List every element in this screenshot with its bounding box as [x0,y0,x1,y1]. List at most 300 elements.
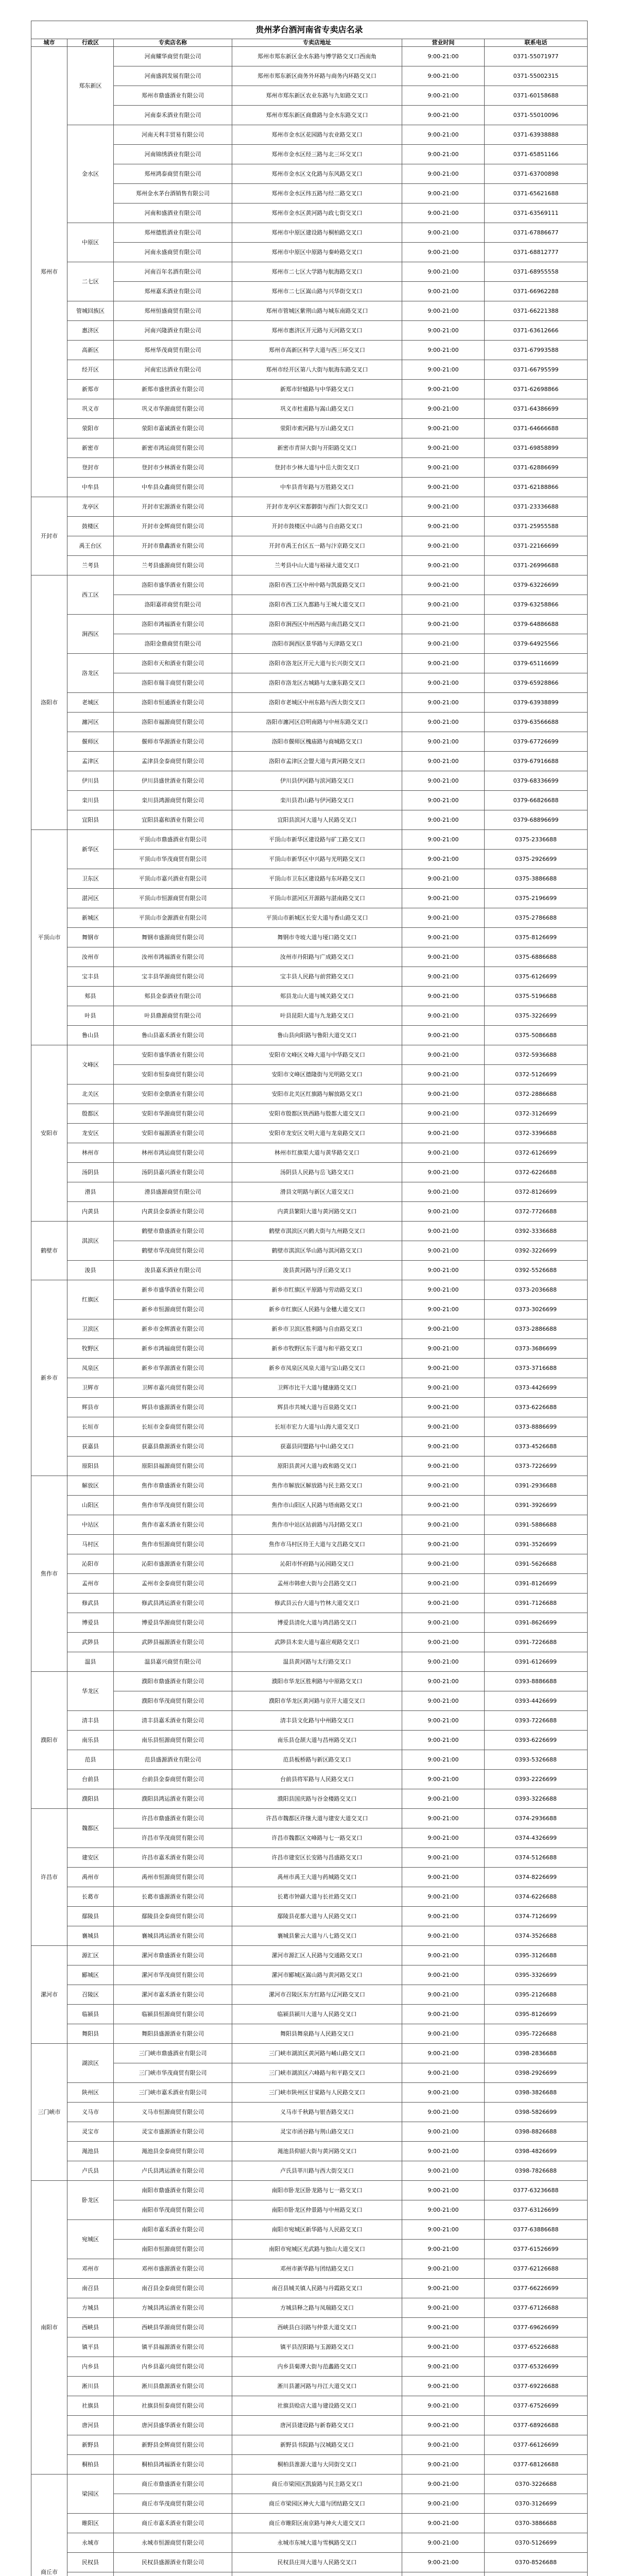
hours-cell: 9:00-21:00 [402,1574,485,1594]
hours-cell: 9:00-21:00 [402,1319,485,1339]
hours-cell: 9:00-21:00 [402,810,485,830]
hours-cell: 9:00-21:00 [402,1907,485,1926]
hours-cell: 9:00-21:00 [402,2377,485,2396]
phone-cell: 0395-7226688 [485,2024,588,2044]
address-cell: 郑州市二七区大学路与航海路交叉口 [232,262,402,282]
hours-cell: 9:00-21:00 [402,1848,485,1868]
address-cell: 洛阳市洛龙区开元大道与长兴街交叉口 [232,654,402,673]
hours-cell: 9:00-21:00 [402,1143,485,1163]
address-cell: 安阳市龙安区文明大道与龙泉路交叉口 [232,1124,402,1143]
store-name-cell: 卢氏县鸿运酒业有限公司 [114,2161,232,2181]
table-row [31,1770,588,1789]
store-name-cell: 焦作市嘉禾酒业有限公司 [114,1515,232,1535]
table-row [31,1202,588,1222]
store-name-cell: 濮阳市鼎盛酒业有限公司 [114,1672,232,1691]
store-name-cell: 濮阳市华茂商贸有限公司 [114,1691,232,1711]
table-row [31,869,588,889]
store-name-cell: 滑县盛源商贸有限公司 [114,1182,232,1202]
table-row [31,908,588,928]
table-row [31,282,588,301]
hours-cell: 9:00-21:00 [402,967,485,987]
phone-cell: 0371-25955588 [485,517,588,536]
district-cell: 源汇区 [67,1946,114,1965]
hours-cell: 9:00-21:00 [402,164,485,184]
hours-cell: 9:00-21:00 [402,2396,485,2416]
address-cell: 温县黄河路与太行路交叉口 [232,1652,402,1672]
table-row [31,419,588,438]
header-city: 城市 [31,39,67,47]
address-cell: 郑州市经开区第八大街与航海东路交叉口 [232,360,402,380]
hours-cell: 9:00-21:00 [402,1672,485,1691]
table-row [31,1319,588,1339]
district-cell: 修武县 [67,1594,114,1613]
hours-cell: 9:00-21:00 [402,869,485,889]
district-cell: 马村区 [67,1535,114,1554]
hours-cell: 9:00-21:00 [402,850,485,869]
phone-cell: 0393-6226699 [485,1731,588,1750]
district-cell: 中站区 [67,1515,114,1535]
hours-cell: 9:00-21:00 [402,301,485,321]
hours-cell: 9:00-21:00 [402,106,485,125]
district-cell: 禹王台区 [67,536,114,556]
district-cell: 原阳县 [67,1456,114,1476]
address-cell: 新野县书院路与汉城路交叉口 [232,2435,402,2455]
store-name-cell: 辉县市盛源酒业有限公司 [114,1398,232,1417]
phone-cell: 0371-63938888 [485,125,588,145]
address-cell: 漯河市召陵区东方红路与辽河路交叉口 [232,1985,402,2005]
phone-cell: 0393-7226688 [485,1711,588,1731]
hours-cell: 9:00-21:00 [402,2005,485,2024]
table-row [31,967,588,987]
table-row [31,1711,588,1731]
district-cell: 淅川县 [67,2377,114,2396]
phone-cell: 0379-63566688 [485,713,588,732]
address-cell: 郑州市郑东新区农业东路与九如路交叉口 [232,86,402,106]
phone-cell: 0377-63236688 [485,2181,588,2200]
district-cell: 孟州市 [67,1574,114,1594]
table-row [31,2416,588,2435]
store-name-cell: 舞阳县盛源酒业有限公司 [114,2024,232,2044]
store-name-cell: 卫辉市嘉兴商贸有限公司 [114,1378,232,1398]
district-cell: 涧西区 [67,615,114,654]
phone-cell: 0371-65851166 [485,145,588,164]
store-name-cell: 洛阳市鸿福酒业有限公司 [114,615,232,634]
address-cell: 社旗县赊店大道与建设路交叉口 [232,2396,402,2416]
table-row [31,1300,588,1319]
hours-cell: 9:00-21:00 [402,204,485,223]
district-cell: 沁阳市 [67,1554,114,1574]
hours-cell: 9:00-21:00 [402,2279,485,2298]
phone-cell: 0371-66795599 [485,360,588,380]
address-cell: 修武县云台大道与竹林大道交叉口 [232,1594,402,1613]
store-name-cell: 台前县金泰商贸有限公司 [114,1770,232,1789]
table-row [31,1006,588,1026]
phone-cell: 0371-64386699 [485,399,588,419]
hours-cell: 9:00-21:00 [402,1026,485,1045]
phone-cell: 0395-3326699 [485,1965,588,1985]
phone-cell: 0398-3826688 [485,2083,588,2103]
store-name-cell: 鹤壁市鼎盛酒业有限公司 [114,1222,232,1241]
hours-cell: 9:00-21:00 [402,1731,485,1750]
phone-cell: 0375-3226699 [485,1006,588,1026]
phone-cell: 0371-23336688 [485,497,588,517]
district-cell: 龙亭区 [67,497,114,517]
district-cell: 瀍河区 [67,713,114,732]
hours-cell: 9:00-21:00 [402,1554,485,1574]
table-row [31,125,588,145]
store-name-cell: 河南天利丰贸易有限公司 [114,125,232,145]
store-name-cell: 汝州市鸿福酒业有限公司 [114,947,232,967]
phone-cell: 0372-8126699 [485,1182,588,1202]
store-name-cell: 宝丰县华源商贸有限公司 [114,967,232,987]
table-row [31,2259,588,2279]
store-name-cell: 兰考县盛源商贸有限公司 [114,556,232,575]
table-row [31,1476,588,1496]
address-cell: 新乡市凤泉区凤泉大道与宝山路交叉口 [232,1359,402,1378]
table-row [31,380,588,399]
table-row [31,223,588,243]
district-cell: 南乐县 [67,1731,114,1750]
address-cell: 洛阳市涧西区中州西路与南昌路交叉口 [232,615,402,634]
hours-cell: 9:00-21:00 [402,2220,485,2240]
address-cell: 汤阴县人民路与岳飞路交叉口 [232,1163,402,1182]
address-cell: 南阳市宛城区新华路与人民路交叉口 [232,2220,402,2240]
table-row [31,2435,588,2455]
phone-cell: 0377-67526699 [485,2396,588,2416]
district-cell: 新密市 [67,438,114,458]
table-row [31,2142,588,2161]
address-cell: 博爱县清化大道与鸿昌路交叉口 [232,1613,402,1633]
address-cell: 许昌市建安区长安路与昌盛路交叉口 [232,1848,402,1868]
phone-cell: 0371-68812777 [485,243,588,262]
store-name-cell: 郏县金泰酒业有限公司 [114,987,232,1006]
city-cell: 焦作市 [31,1476,67,1672]
table-row [31,693,588,713]
address-cell: 商丘市睢阳区南京路与神火大道交叉口 [232,2514,402,2533]
district-cell: 唐河县 [67,2416,114,2435]
table-row [31,2357,588,2377]
district-cell: 山阳区 [67,1496,114,1515]
store-name-cell: 浚县嘉禾酒业有限公司 [114,1261,232,1280]
address-cell: 巩义市杜甫路与嵩山路交叉口 [232,399,402,419]
phone-cell: 0370-3886688 [485,2514,588,2533]
hours-cell: 9:00-21:00 [402,2122,485,2142]
table-row [31,615,588,634]
phone-cell: 0392-3226699 [485,1241,588,1261]
district-cell: 襄城县 [67,1926,114,1946]
table-row [31,145,588,164]
city-cell: 开封市 [31,497,67,575]
district-cell: 洛龙区 [67,654,114,693]
table-row [31,791,588,810]
address-cell: 平顶山市新城区长安大道与香山路交叉口 [232,908,402,928]
hours-cell: 9:00-21:00 [402,66,485,86]
hours-cell: 9:00-21:00 [402,1496,485,1515]
phone-cell: 0393-8886688 [485,1672,588,1691]
phone-cell: 0377-63886688 [485,2220,588,2240]
store-name-cell: 巩义市华源商贸有限公司 [114,399,232,419]
phone-cell: 0372-6126699 [485,1143,588,1163]
city-cell: 新乡市 [31,1280,67,1476]
address-cell: 郑州市金水区黄河路与政七街交叉口 [232,204,402,223]
address-cell: 洛阳市老城区中州东路与西大街交叉口 [232,693,402,713]
address-cell: 内乡县菊潭大街与范蠡路交叉口 [232,2357,402,2377]
table-row [31,1261,588,1280]
table-row [31,1789,588,1809]
store-name-cell: 开封市金辉商贸有限公司 [114,517,232,536]
store-name-cell: 长垣市金泰商贸有限公司 [114,1417,232,1437]
address-cell: 洛阳市瀍河区启明南路与中州东路交叉口 [232,713,402,732]
phone-cell: 0379-64925566 [485,634,588,654]
address-cell: 郑州市金水区花园路与农业路交叉口 [232,125,402,145]
address-cell: 卢氏县莘川路与西大街交叉口 [232,2161,402,2181]
table-body [31,47,588,2576]
hours-cell: 9:00-21:00 [402,419,485,438]
table-row [31,106,588,125]
hours-cell: 9:00-21:00 [402,2455,485,2475]
store-name-cell: 河南宏达酒业有限公司 [114,360,232,380]
store-name-cell: 濮阳县鸿运酒业有限公司 [114,1789,232,1809]
phone-cell: 0373-3716688 [485,1359,588,1378]
hours-cell: 9:00-21:00 [402,1985,485,2005]
phone-cell: 0398-5826699 [485,2103,588,2122]
hours-cell: 9:00-21:00 [402,947,485,967]
address-cell: 宝丰县人民路与前营路交叉口 [232,967,402,987]
store-name-cell: 南阳市恒源商贸有限公司 [114,2240,232,2259]
table-row [31,2279,588,2298]
hours-cell: 9:00-21:00 [402,1300,485,1319]
store-name-cell: 新乡市盛华酒业有限公司 [114,1280,232,1300]
city-cell: 许昌市 [31,1809,67,1946]
store-name-cell: 漯河市鼎盛酒业有限公司 [114,1946,232,1965]
hours-cell: 9:00-21:00 [402,243,485,262]
hours-cell: 9:00-21:00 [402,1280,485,1300]
address-cell: 义马市千秋路与银杏路交叉口 [232,2103,402,2122]
address-cell: 渑池县仰韶大街与黄河路交叉口 [232,2142,402,2161]
store-name-cell: 义马市恒源商贸有限公司 [114,2103,232,2122]
hours-cell: 9:00-21:00 [402,791,485,810]
table-row [31,262,588,282]
table-row [31,732,588,752]
table-row [31,341,588,360]
district-cell: 邓州市 [67,2259,114,2279]
phone-cell: 0391-7126688 [485,1594,588,1613]
table-row [31,634,588,654]
hours-cell: 9:00-21:00 [402,771,485,791]
table-row [31,47,588,66]
table-row [31,1594,588,1613]
hours-cell: 9:00-21:00 [402,1828,485,1848]
store-name-cell: 洛阳市盛华酒业有限公司 [114,575,232,595]
phone-cell: 0395-8126699 [485,2005,588,2024]
district-cell: 二七区 [67,262,114,301]
address-cell: 洛阳市西工区中州中路与凯旋路交叉口 [232,575,402,595]
phone-cell: 0372-3126699 [485,1104,588,1124]
phone-cell: 0373-4526688 [485,1437,588,1456]
phone-cell: 0379-66826688 [485,791,588,810]
district-cell: 浚县 [67,1261,114,1280]
address-cell: 荥阳市索河路与万山路交叉口 [232,419,402,438]
phone-cell: 0379-68336699 [485,771,588,791]
address-cell [232,2572,402,2576]
address-cell: 漯河市源汇区人民路与交通路交叉口 [232,1946,402,1965]
hours-cell: 9:00-21:00 [402,2533,485,2553]
district-cell: 龙安区 [67,1124,114,1143]
store-name-cell: 林州市鸿运商贸有限公司 [114,1143,232,1163]
address-cell: 西峡县白羽路与仲景大道交叉口 [232,2318,402,2337]
address-cell: 镇平县涅阳路与玉源路交叉口 [232,2337,402,2357]
phone-cell: 0372-5936688 [485,1045,588,1065]
address-cell: 安阳市文峰区德隆街与光明路交叉口 [232,1065,402,1084]
phone-cell: 0373-2036688 [485,1280,588,1300]
table-row [31,1222,588,1241]
address-cell: 郑州市金水区纬五路与经二路交叉口 [232,184,402,204]
store-name-cell: 荥阳市嘉诚酒业有限公司 [114,419,232,438]
phone-cell [485,2572,588,2576]
address-cell: 叶县昆阳大道与九龙路交叉口 [232,1006,402,1026]
address-cell: 长葛市钟繇大道与长社路交叉口 [232,1887,402,1907]
table-row [31,1398,588,1417]
phone-cell: 0373-7226699 [485,1456,588,1476]
store-name-cell: 开封市宏源酒业有限公司 [114,497,232,517]
district-cell: 鄢陵县 [67,1907,114,1926]
address-cell: 获嘉县同盟路与中山路交叉口 [232,1437,402,1456]
store-name-cell: 西峡县华源商贸有限公司 [114,2318,232,2337]
phone-cell: 0371-22166699 [485,536,588,556]
hours-cell: 9:00-21:00 [402,184,485,204]
table-row [31,1515,588,1535]
district-cell: 卢氏县 [67,2161,114,2181]
address-cell: 清丰县文化路与中州路交叉口 [232,1711,402,1731]
table-row [31,2044,588,2063]
store-name-cell: 桐柏县鸿福酒业有限公司 [114,2455,232,2475]
phone-cell: 0391-8126699 [485,1574,588,1594]
hours-cell: 9:00-21:00 [402,1104,485,1124]
phone-cell: 0391-3526699 [485,1535,588,1554]
hours-cell: 9:00-21:00 [402,2181,485,2200]
hours-cell: 9:00-21:00 [402,713,485,732]
district-cell: 中原区 [67,223,114,262]
store-name-cell: 伊川县盛世酒业有限公司 [114,771,232,791]
address-cell: 舞钢市寺坡大道与垭口路交叉口 [232,928,402,947]
store-name-cell: 安阳市恒泰商贸有限公司 [114,1065,232,1084]
table-row [31,301,588,321]
hours-cell: 9:00-21:00 [402,282,485,301]
hours-cell: 9:00-21:00 [402,2416,485,2435]
district-cell: 灵宝市 [67,2122,114,2142]
hours-cell: 9:00-21:00 [402,595,485,615]
phone-cell: 0373-3026699 [485,1300,588,1319]
district-cell: 内黄县 [67,1202,114,1222]
district-cell: 义马市 [67,2103,114,2122]
phone-cell: 0374-3526688 [485,1926,588,1946]
store-name-cell: 洛阳嘉祥商贸有限公司 [114,595,232,615]
phone-cell: 0374-5126688 [485,1848,588,1868]
phone-cell: 0373-6226688 [485,1398,588,1417]
address-cell: 禹州市禹王大道与药城路交叉口 [232,1868,402,1887]
address-cell: 郑州市中原区中原路与秦岭路交叉口 [232,243,402,262]
phone-cell: 0379-67916688 [485,752,588,771]
store-name-cell: 三门峡市鼎盛酒业有限公司 [114,2044,232,2063]
district-cell: 新野县 [67,2435,114,2455]
address-cell: 登封市少林大道与中岳大街交叉口 [232,458,402,478]
hours-cell: 9:00-21:00 [402,2240,485,2259]
table-row [31,86,588,106]
hours-cell: 9:00-21:00 [402,928,485,947]
district-cell: 叶县 [67,1006,114,1026]
table-row [31,2298,588,2318]
hours-cell: 9:00-21:00 [402,2024,485,2044]
table-row [31,1691,588,1711]
hours-cell: 9:00-21:00 [402,2200,485,2220]
table-row [31,2396,588,2416]
phone-cell: 0371-66962288 [485,282,588,301]
store-name-cell: 焦作市恒源商贸有限公司 [114,1535,232,1554]
address-cell: 兰考县中山大道与裕禄大道交叉口 [232,556,402,575]
district-cell: 文峰区 [67,1045,114,1084]
table-row [31,1182,588,1202]
district-cell: 华龙区 [67,1672,114,1711]
district-cell: 滑县 [67,1182,114,1202]
phone-cell: 0377-66126699 [485,2435,588,2455]
address-cell: 灵宝市函谷路与荆山路交叉口 [232,2122,402,2142]
address-cell: 民权县庄周大道与人民路交叉口 [232,2553,402,2572]
address-cell: 台前县将军路与人民路交叉口 [232,1770,402,1789]
store-name-cell: 新乡市鸿福商贸有限公司 [114,1339,232,1359]
store-name-cell: 禹州市恒源商贸有限公司 [114,1868,232,1887]
table-row [31,2572,588,2576]
city-cell: 安阳市 [31,1045,67,1222]
hours-cell: 9:00-21:00 [402,1594,485,1613]
district-cell: 殷都区 [67,1104,114,1124]
address-cell: 三门峡市湖滨区六峰路与和平路交叉口 [232,2063,402,2083]
address-cell: 鲁山县向阳路与鲁阳大道交叉口 [232,1026,402,1045]
address-cell: 郑州市金水区文化路与东风路交叉口 [232,164,402,184]
store-name-cell: 温县嘉兴商贸有限公司 [114,1652,232,1672]
table-row [31,1104,588,1124]
address-cell: 邓州市新华路与团结路交叉口 [232,2259,402,2279]
hours-cell: 9:00-21:00 [402,830,485,850]
district-cell: 牧野区 [67,1339,114,1359]
phone-cell: 0370-5126699 [485,2533,588,2553]
store-name-cell: 洛阳市天和酒业有限公司 [114,654,232,673]
address-cell: 漯河市郾城区嵩山路与黄河路交叉口 [232,1965,402,1985]
phone-cell: 0371-55010096 [485,106,588,125]
table-row [31,1828,588,1848]
table-row [31,2181,588,2200]
store-name-cell: 商丘市鼎盛酒业有限公司 [114,2475,232,2494]
address-cell: 许昌市魏都区文峰路与七一路交叉口 [232,1828,402,1848]
city-cell: 郑州市 [31,47,67,497]
phone-cell: 0379-65928866 [485,673,588,693]
header-store-name: 专卖店名称 [114,39,232,47]
phone-cell: 0377-68926688 [485,2416,588,2435]
district-cell: 郏县 [67,987,114,1006]
table-row [31,1124,588,1143]
hours-cell: 9:00-21:00 [402,1084,485,1104]
store-name-cell: 鲁山县嘉禾酒业有限公司 [114,1026,232,1045]
address-cell: 新乡市牧野区东干道与和平路交叉口 [232,1339,402,1359]
table-row [31,1496,588,1515]
phone-cell: 0377-62126688 [485,2259,588,2279]
store-name-cell: 南乐县恒源商贸有限公司 [114,1731,232,1750]
table-row [31,2475,588,2494]
table-row [31,575,588,595]
table-row [31,399,588,419]
table-row [31,1946,588,1965]
hours-cell: 9:00-21:00 [402,2083,485,2103]
table-row [31,752,588,771]
